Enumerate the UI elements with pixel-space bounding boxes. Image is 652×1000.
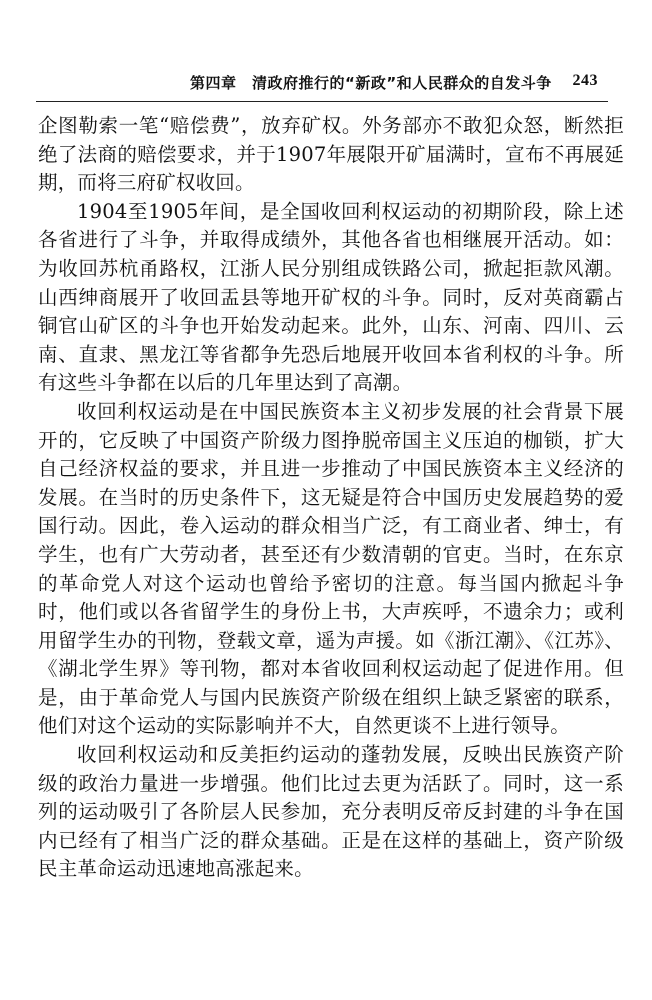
paragraph: 1904至1905年间，是全国收回利权运动的初期阶段，除上述各省进行了斗争，并取得成绩外，其他各省也相继展开活动。如：为收回苏杭甬路权，江浙人民分别组成铁路公司，掀起拒款风潮。山西绅商展开了收回盂县等地开矿权的斗争。同时，反对英商霸占铜官山矿区的斗争也开始发动起来。此外，山东、河南、四川、云南、直隶、黑龙江等省都争先恐后地展开收回本省利权的斗争。所有这些斗争都在以后的几年里达到了高潮。 xyxy=(38,199,624,395)
chapter-title: 第四章 清政府推行的“新政”和人民群众的自发斗争 xyxy=(190,74,552,92)
header-rule xyxy=(36,101,608,102)
page-number: 243 xyxy=(572,72,598,89)
paragraph: 收回利权运动和反美拒约运动的蓬勃发展，反映出民族资产阶级的政治力量进一步增强。他们比过去更为活跃了。同时，这一系列的运动吸引了各阶层人民参加，充分表明反帝反封建的斗争在国内已经有了相当广泛的群众基础。正是在这样的基础上，资产阶级民主革命运动迅速地高涨起来。 xyxy=(38,743,624,881)
body-text xyxy=(38,112,624,884)
paragraph: 收回利权运动是在中国民族资本主义初步发展的社会背景下展开的，它反映了中国资产阶级力图挣脱帝国主义压迫的枷锁，扩大自己经济权益的要求，并且进一步推动了中国民族资本主义经济的发展。在当时的历史条件下，这无疑是符合中国历史发展趋势的爱国行动。因此，卷入运动的群众相当广泛，有工商业者、绅士，有学生，也有广大劳动者，甚至还有少数清朝的官吏。当时，在东京的革命党人对这个运动也曾给予密切的注意。每当国内掀起斗争时，他们或以各省留学生的身份上书，大声疾呼，不遗余力；或利用留学生办的刊物，登载文章，遥为声援。如《浙江潮》、《江苏》、《湖北学生界》等刊物，都对本省收回利权运动起了促进作用。但是，由于革命党人与国内民族资产阶级在组织上缺乏紧密的联系，他们对这个运动的实际影响并不大，自然更谈不上进行领导。 xyxy=(38,399,624,738)
running-header xyxy=(190,72,610,94)
paragraph-continued: 企图勒索一笔“赔偿费”，放弃矿权。外务部亦不敢犯众怒，断然拒绝了法商的赔偿要求，并于1907年展限开矿届满时，宣布不再展延期，而将三府矿权收回。 xyxy=(38,114,624,195)
